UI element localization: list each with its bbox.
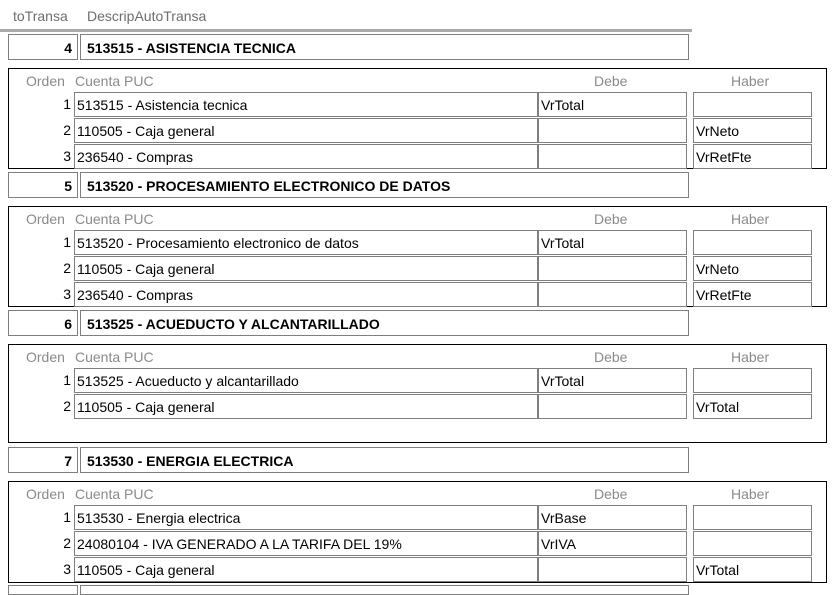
header-transaction-number: toTransa [13, 8, 68, 24]
transaction-description-field[interactable]: 513530 - ENERGIA ELECTRICA [80, 447, 689, 473]
entry-cuenta-field[interactable]: 513515 - Asistencia tecnica [74, 92, 538, 117]
entry-haber-field[interactable]: VrNeto [693, 118, 812, 143]
entry-haber-field[interactable] [693, 368, 812, 393]
entry-debe-field[interactable] [538, 557, 687, 582]
entry-haber-field[interactable] [693, 505, 812, 530]
entry-orden: 1 [63, 96, 71, 112]
entry-haber-field[interactable] [693, 531, 812, 556]
col-debe-label: Debe [594, 486, 628, 502]
col-debe-label: Debe [594, 73, 628, 89]
transaction-number-field[interactable]: 4 [8, 34, 78, 60]
col-orden-label: Orden [26, 486, 65, 502]
entry-haber-field[interactable]: VrRetFte [693, 282, 812, 307]
entry-cuenta-field[interactable]: 513525 - Acueducto y alcantarillado [74, 368, 538, 393]
col-cuenta-label: Cuenta PUC [75, 73, 154, 89]
entry-debe-field[interactable]: VrTotal [538, 368, 687, 393]
col-haber-label: Haber [731, 349, 770, 365]
header-divider [0, 29, 692, 32]
col-cuenta-label: Cuenta PUC [75, 211, 154, 227]
transaction-description-field[interactable]: 513520 - PROCESAMIENTO ELECTRONICO DE DATOS [80, 172, 689, 198]
entry-haber-field[interactable]: VrTotal [693, 394, 812, 419]
col-orden-label: Orden [26, 349, 65, 365]
transaction-description-field[interactable]: 513525 - ACUEDUCTO Y ALCANTARILLADO [80, 310, 689, 336]
entry-orden: 2 [63, 398, 71, 414]
entry-debe-field[interactable]: VrTotal [538, 92, 687, 117]
entry-debe-field[interactable]: VrBase [538, 505, 687, 530]
entry-orden: 1 [63, 372, 71, 388]
entry-haber-field[interactable] [693, 230, 812, 255]
entry-haber-field[interactable]: VrTotal [693, 557, 812, 582]
entries-subform [8, 206, 827, 307]
entries-subform [8, 344, 827, 443]
entry-orden: 3 [63, 286, 71, 302]
transaction-number-field[interactable]: 7 [8, 447, 78, 473]
entry-debe-field[interactable]: VrIVA [538, 531, 687, 556]
col-debe-label: Debe [594, 349, 628, 365]
col-cuenta-label: Cuenta PUC [75, 486, 154, 502]
entry-orden: 3 [63, 148, 71, 164]
entry-haber-field[interactable]: VrRetFte [693, 144, 812, 169]
entry-debe-field[interactable]: VrTotal [538, 230, 687, 255]
header-transaction-description: DescripAutoTransa [87, 8, 207, 24]
col-orden-label: Orden [26, 73, 65, 89]
entry-orden: 2 [63, 535, 71, 551]
entry-cuenta-field[interactable]: 236540 - Compras [74, 144, 538, 169]
transaction-number-field[interactable]: 6 [8, 310, 78, 336]
col-haber-label: Haber [731, 73, 770, 89]
entry-debe-field[interactable] [538, 256, 687, 281]
entry-cuenta-field[interactable]: 110505 - Caja general [74, 394, 538, 419]
entry-cuenta-field[interactable]: 110505 - Caja general [74, 256, 538, 281]
col-haber-label: Haber [731, 486, 770, 502]
col-cuenta-label: Cuenta PUC [75, 349, 154, 365]
col-debe-label: Debe [594, 211, 628, 227]
entry-orden: 2 [63, 122, 71, 138]
entry-debe-field[interactable] [538, 144, 687, 169]
entry-haber-field[interactable] [693, 92, 812, 117]
entry-debe-field[interactable] [538, 118, 687, 143]
entries-subform [8, 481, 827, 583]
entry-cuenta-field[interactable]: 513530 - Energia electrica [74, 505, 538, 530]
col-haber-label: Haber [731, 211, 770, 227]
entry-orden: 3 [63, 561, 71, 577]
next-transaction-description-field[interactable] [80, 585, 689, 595]
entry-orden: 2 [63, 260, 71, 276]
entry-cuenta-field[interactable]: 110505 - Caja general [74, 118, 538, 143]
entry-debe-field[interactable] [538, 394, 687, 419]
col-orden-label: Orden [26, 211, 65, 227]
entry-cuenta-field[interactable]: 110505 - Caja general [74, 557, 538, 582]
entry-debe-field[interactable] [538, 282, 687, 307]
entries-subform [8, 68, 827, 169]
entry-orden: 1 [63, 234, 71, 250]
entry-orden: 1 [63, 509, 71, 525]
entry-cuenta-field[interactable]: 513520 - Procesamiento electronico de datos [74, 230, 538, 255]
entry-haber-field[interactable]: VrNeto [693, 256, 812, 281]
entry-cuenta-field[interactable]: 24080104 - IVA GENERADO A LA TARIFA DEL 19% [74, 531, 538, 556]
next-transaction-number-field[interactable] [8, 585, 78, 595]
transaction-number-field[interactable]: 5 [8, 172, 78, 198]
entry-cuenta-field[interactable]: 236540 - Compras [74, 282, 538, 307]
transaction-description-field[interactable]: 513515 - ASISTENCIA TECNICA [80, 34, 689, 60]
